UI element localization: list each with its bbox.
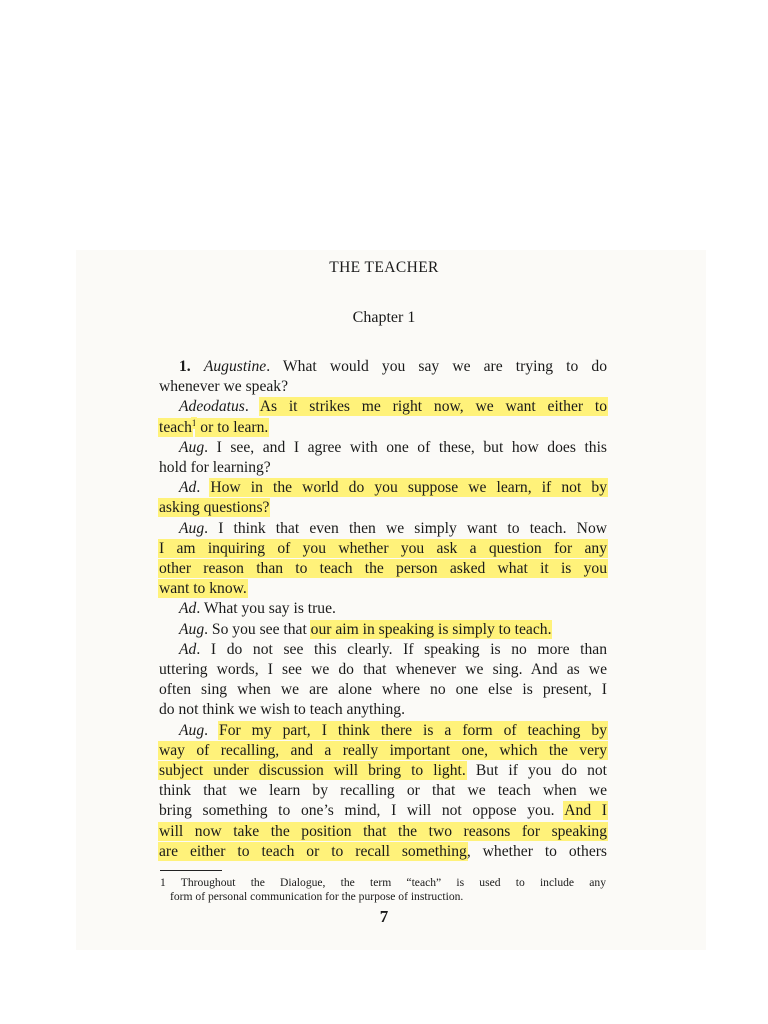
text-line (159, 660, 607, 680)
highlighted-text: subject under discussion will bring to light. (159, 762, 466, 779)
highlighted-text: For my part, I think there is a form of teaching by (219, 721, 607, 739)
text-line (159, 842, 607, 862)
text-span: whenever we speak? (159, 378, 289, 396)
text-line (159, 438, 607, 458)
text-line (159, 680, 607, 700)
speaker-name: Aug (179, 438, 205, 456)
text-line (159, 559, 607, 579)
text-span: But if you do not (465, 762, 607, 779)
text-line (159, 519, 607, 539)
highlighted-text: How in the world do you suppose we learn, if not by (210, 479, 607, 497)
highlighted-text: I am inquiring of you whether you ask a question for any (159, 539, 607, 557)
text-line (159, 599, 607, 619)
section-number: 1. (179, 358, 191, 375)
text-span: , whether to others (466, 842, 607, 860)
page-number: 7 (379, 907, 389, 926)
text-span: bring something to one’s mind, I will not oppose you. (159, 802, 565, 820)
highlighted-text: will now take the position that the two reasons for speaking (159, 822, 607, 840)
text-line (159, 640, 607, 660)
highlighted-text: want to know. (159, 580, 247, 598)
text-span: . (244, 398, 260, 416)
speaker-name: Ad (179, 479, 197, 497)
text-span: uttering words, I see we do that whenever we sing. And as we (159, 661, 607, 678)
text-line (159, 700, 607, 720)
text-line (159, 377, 607, 397)
text-line (159, 620, 607, 640)
text-line (159, 418, 607, 438)
text-span: . I think that even then we simply want to teach. Now (204, 519, 607, 537)
speaker-name: Aug (179, 620, 205, 638)
footnote-line-2: form of personal communication for the purpose of instruction. (170, 890, 464, 903)
text-span: . So you see that (204, 620, 311, 638)
text-span: . What would you say we are trying to do (266, 358, 607, 375)
highlighted-text: teach (159, 418, 192, 436)
text-span: . (196, 479, 211, 497)
text-span: often sing when we are alone where no one else is present, I (159, 681, 607, 699)
highlighted-text: way of recalling, and a really important one, which the very (159, 741, 607, 759)
text-line (159, 761, 607, 781)
chapter-heading: Chapter 1 (352, 309, 416, 326)
text-line (159, 801, 607, 821)
text-span: do not think we wish to teach anything. (159, 701, 405, 719)
highlighted-text: other reason than to teach the person asked what it is you (159, 560, 607, 577)
speaker-name: Aug (179, 721, 205, 739)
text-span: . I do not see this clearly. If speaking is no more than (196, 640, 607, 658)
speaker-name: Ad (179, 640, 197, 658)
text-line (159, 741, 607, 761)
text-line (159, 822, 607, 842)
footnote-line-1: 1 Throughout the Dialogue, the term “teach” is used to include any (160, 876, 606, 889)
text-span: . I see, and I agree with one of these, but how does this (204, 438, 607, 456)
text-line (159, 498, 607, 518)
speaker-name: Aug (179, 519, 205, 537)
footnote-marker: 1 (191, 417, 197, 428)
highlighted-text: are either to teach or to recall something (159, 842, 467, 860)
text-line (159, 397, 607, 417)
text-line (159, 579, 607, 599)
text-line (159, 721, 607, 741)
text-span: . (204, 721, 220, 739)
text-line (159, 357, 607, 377)
highlighted-text: As it strikes me right now, we want either to (259, 398, 607, 416)
book-title: THE TEACHER (329, 259, 439, 276)
text-line (159, 478, 607, 498)
text-span: think that we learn by recalling or that we teach when we (159, 782, 607, 800)
text-span (191, 358, 204, 375)
highlighted-text: our aim in speaking is simply to teach. (310, 620, 552, 638)
speaker-name: Ad (179, 600, 197, 618)
highlighted-text: or to learn. (196, 418, 269, 436)
speaker-name: Adeodatus (179, 398, 245, 416)
footnote-rule (160, 870, 222, 871)
highlighted-text: asking questions? (159, 499, 270, 517)
text-line (159, 458, 607, 478)
speaker-name: Augustine (203, 358, 267, 375)
highlighted-text: And I (564, 802, 607, 820)
text-line (159, 781, 607, 801)
text-span: . What you say is true. (196, 600, 336, 618)
text-span: hold for learning? (159, 459, 271, 476)
text-line (159, 539, 607, 559)
